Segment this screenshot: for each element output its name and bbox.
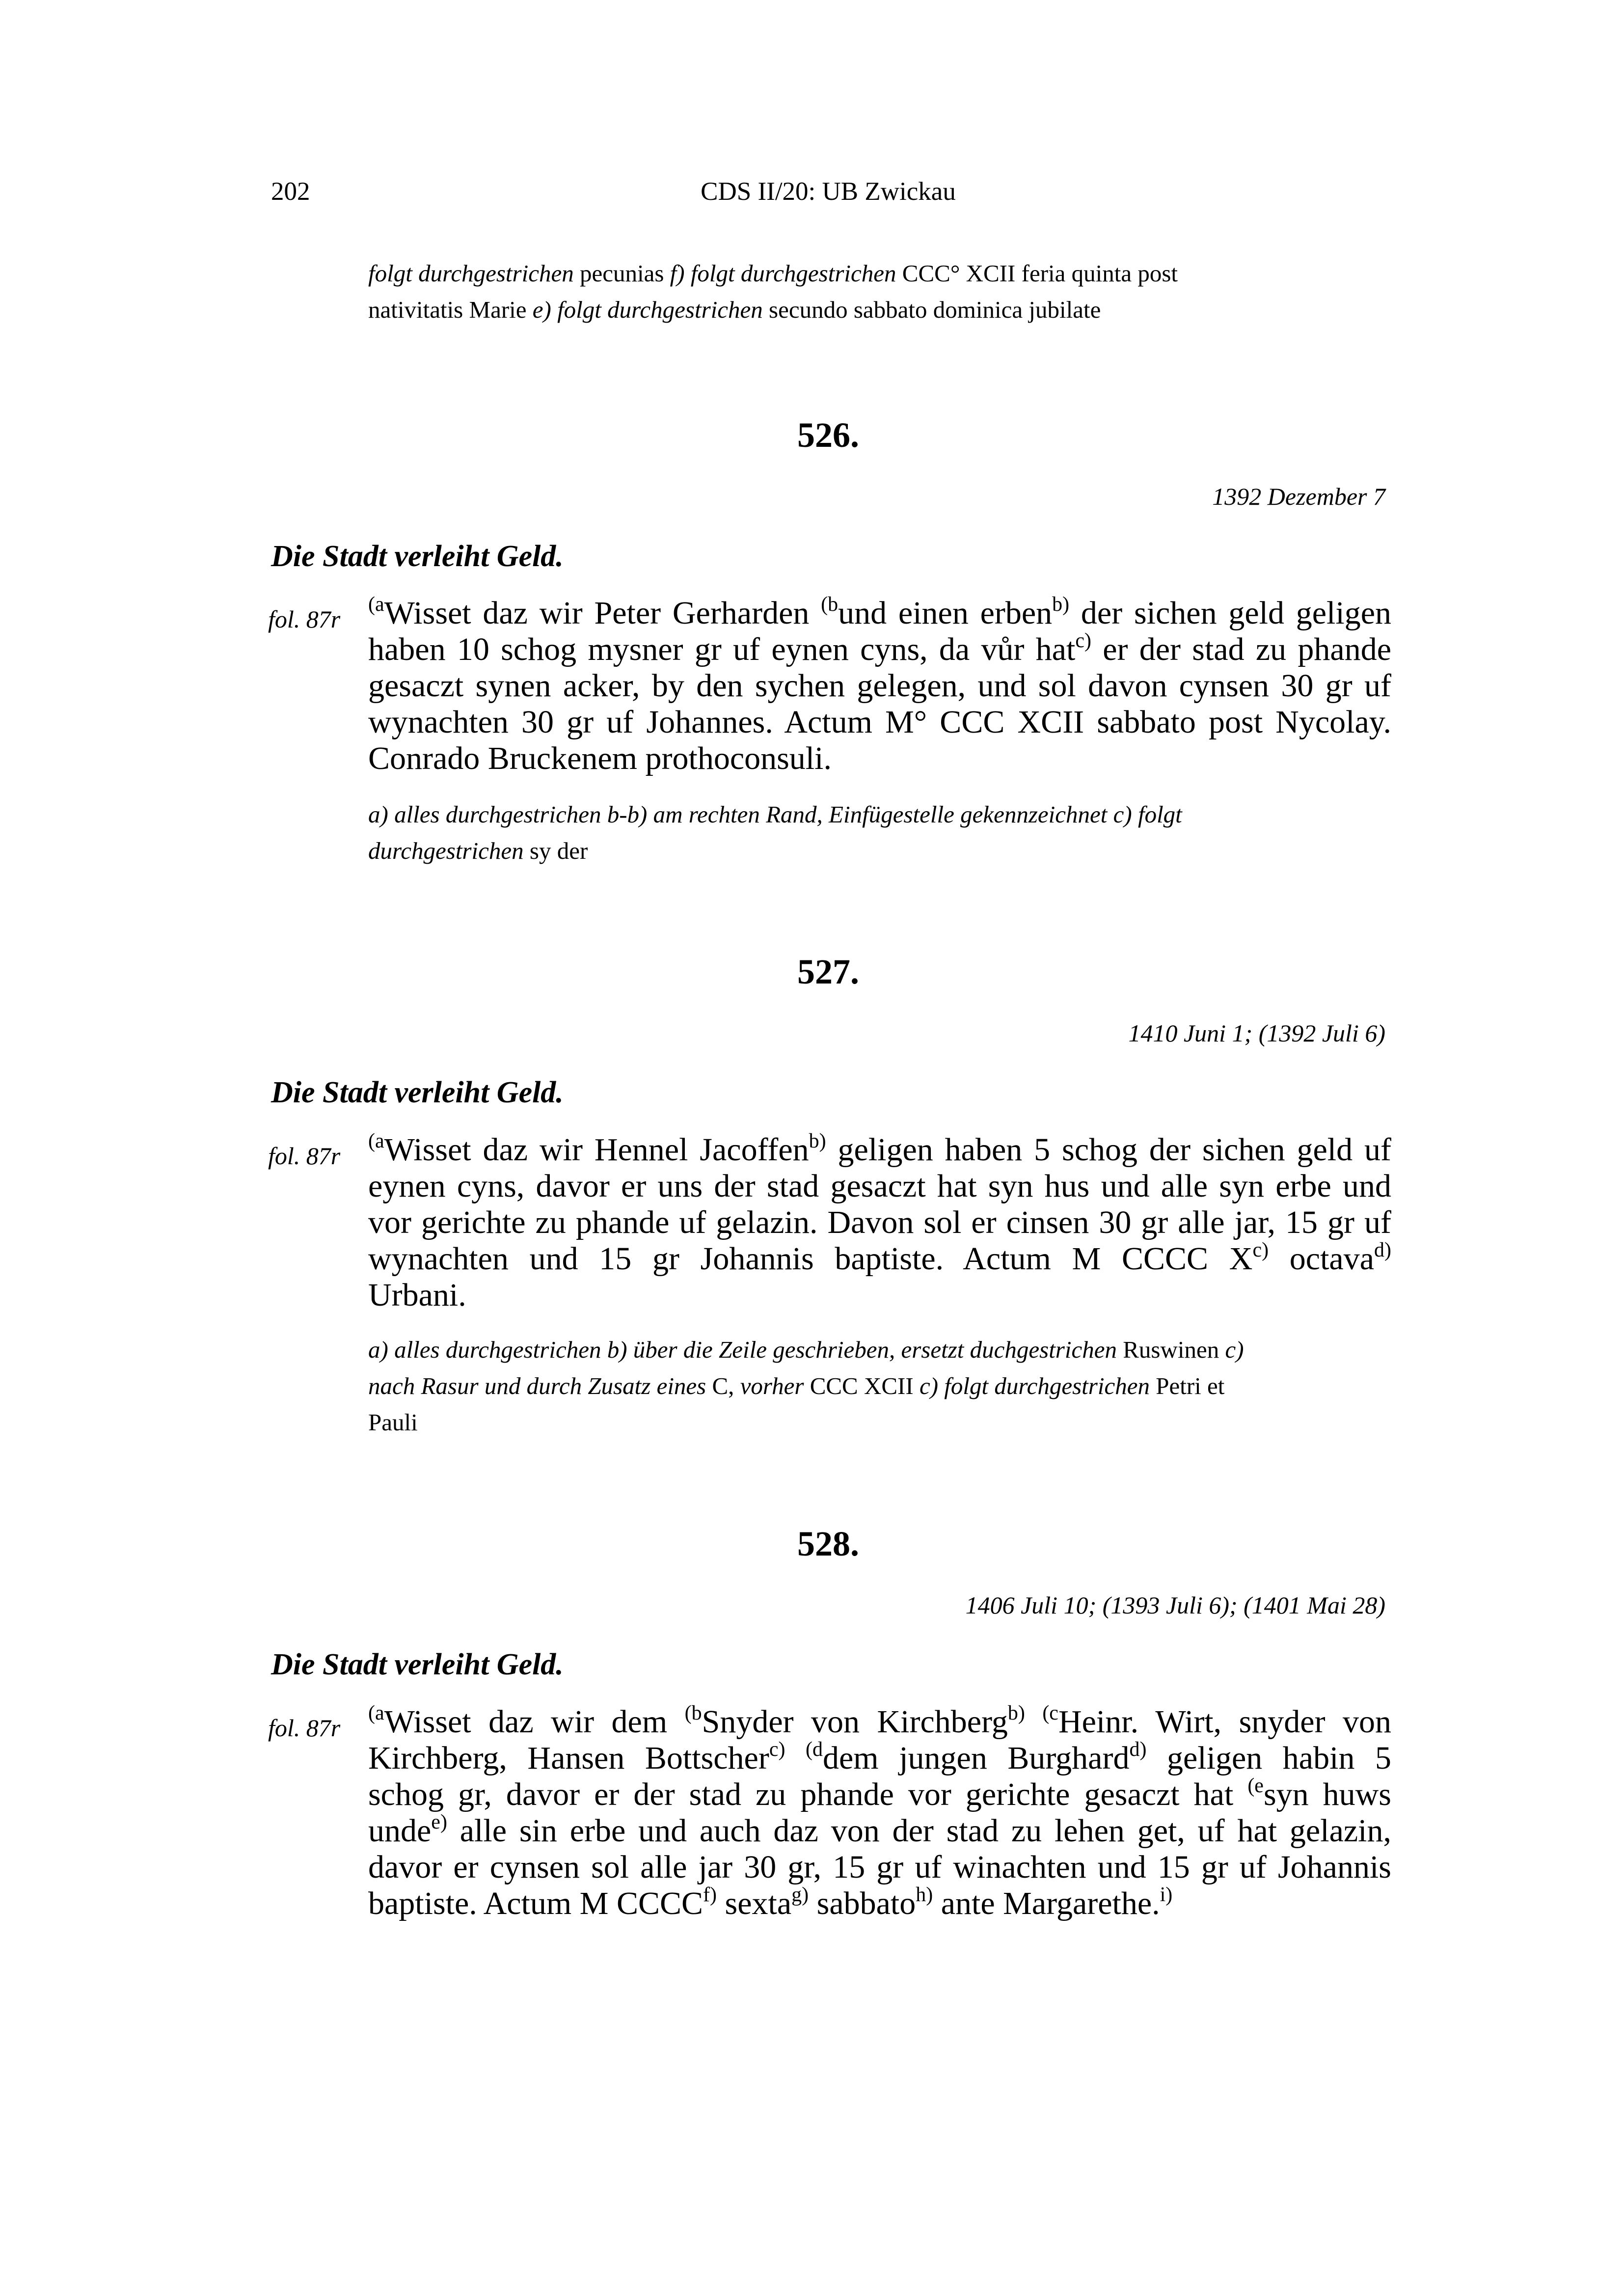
text-line: Urbani. bbox=[368, 1277, 466, 1313]
text-line: davor er cynsen sol alle jar 30 gr, 15 gr uf winachten und 15 gr uf Johannis bbox=[368, 1849, 1391, 1885]
entry-number: 526. bbox=[797, 415, 859, 455]
note-line: durchgestrichen sy der bbox=[368, 837, 588, 864]
entry-footnotes bbox=[368, 1332, 1380, 1441]
entry-footnotes bbox=[368, 796, 1380, 869]
running-header bbox=[271, 177, 1385, 216]
entry-date: 1392 Dezember 7 bbox=[1212, 483, 1385, 510]
note-line: nach Rasur und durch Zusatz eines C, vorher CCC XCII c) folgt durchgestrichen Petri et bbox=[368, 1372, 1225, 1399]
entry-title: Die Stadt verleiht Geld. bbox=[271, 540, 564, 573]
entry-date: 1410 Juni 1; (1392 Juli 6) bbox=[1128, 1019, 1385, 1047]
text-line: gesaczt synen acker, by den sychen gelegen, und sol davon cynsen 30 gr uf bbox=[368, 668, 1391, 704]
text-line: vor gerichte zu phande uf gelazin. Davon sol er cinsen 30 gr alle jar, 15 gr uf bbox=[368, 1204, 1391, 1240]
text-line: $^{(a}$Wisset daz wir Peter Gerharden $^{(b}$und einen erben$^{b)}$ der sichen geld geligen bbox=[368, 593, 1392, 631]
text-line: wynachten und 15 gr Johannis baptiste. Actum M CCCC $X^{c)}$ octava$^{d)}$ bbox=[368, 1239, 1392, 1277]
page-number: 202 bbox=[271, 177, 310, 206]
note-line: nativitatis Marie e) folgt durchgestrichen secundo sabbato dominica jubilate bbox=[368, 296, 1101, 323]
text-line: Conrado Bruckenem prothoconsuli. bbox=[368, 740, 832, 776]
entry-text bbox=[368, 1704, 1391, 1922]
folio-reference: fol. 87r bbox=[268, 605, 341, 633]
text-line: $^{(a}$Wisset daz wir dem $^{(b}$Snyder von Kirchberg$^{b)}$ $^{(c}$Heinr. Wirt, snyder von bbox=[368, 1702, 1391, 1740]
running-title: CDS II/20: UB Zwickau bbox=[701, 177, 956, 206]
entry-text bbox=[368, 1132, 1391, 1313]
note-line: Pauli bbox=[368, 1409, 418, 1436]
text-line: baptiste. Actum M CCCC$^{f)}$ sexta$^{g)}$ sabbato$^{h)}$ ante Margarethe.$^{i)}$ bbox=[368, 1884, 1173, 1921]
folio-reference: fol. 87r bbox=[268, 1714, 341, 1742]
text-line: $^{(a}$Wisset daz wir Hennel Jacoffen$^{b)}$ geligen haben 5 schog der sichen geld uf bbox=[368, 1130, 1391, 1168]
entry-date: 1406 Juli 10; (1393 Juli 6); (1401 Mai 28) bbox=[965, 1591, 1385, 1619]
entry-title: Die Stadt verleiht Geld. bbox=[271, 1648, 564, 1681]
text-line: haben 10 schog mysner gr uf eynen cyns, da vůr hat$^{c)}$ er der stad zu phande bbox=[368, 629, 1391, 667]
text-line: Kirchberg, Hansen Bottscher$^{c)}$ $^{(d}$dem jungen Burghard$^{d)}$ geligen habin 5 bbox=[368, 1738, 1391, 1776]
entry-text bbox=[368, 595, 1391, 777]
text-line: unde$^{e)}$ alle sin erbe und auch daz von der stad zu lehen get, uf hat gelazin, bbox=[368, 1811, 1391, 1849]
text-line: eynen cyns, davor er uns der stad gesaczt hat syn hus und alle syn erbe und bbox=[368, 1168, 1391, 1204]
entry-number: 528. bbox=[797, 1524, 859, 1563]
entry-title: Die Stadt verleiht Geld. bbox=[271, 1076, 564, 1109]
text-line: schog gr, davor er der stad zu phande vor gerichte gesaczt hat $^{(e}$syn huws bbox=[368, 1775, 1391, 1812]
note-line: a) alles durchgestrichen b-b) am rechten Rand, Einfügestelle gekennzeichnet c) folgt bbox=[368, 801, 1182, 828]
entry-number: 527. bbox=[797, 952, 859, 991]
note-line: folgt durchgestrichen pecunias f) folgt durchgestrichen CCC° XCII feria quinta post bbox=[368, 260, 1178, 287]
text-line: wynachten 30 gr uf Johannes. Actum M° CCC XCII sabbato post Nycolay. bbox=[368, 704, 1391, 740]
folio-reference: fol. 87r bbox=[268, 1142, 341, 1170]
carryover-footnotes bbox=[368, 255, 1380, 328]
note-line: a) alles durchgestrichen b) über die Zeile geschrieben, ersetzt duchgestrichen Ruswinen c) bbox=[368, 1336, 1244, 1363]
